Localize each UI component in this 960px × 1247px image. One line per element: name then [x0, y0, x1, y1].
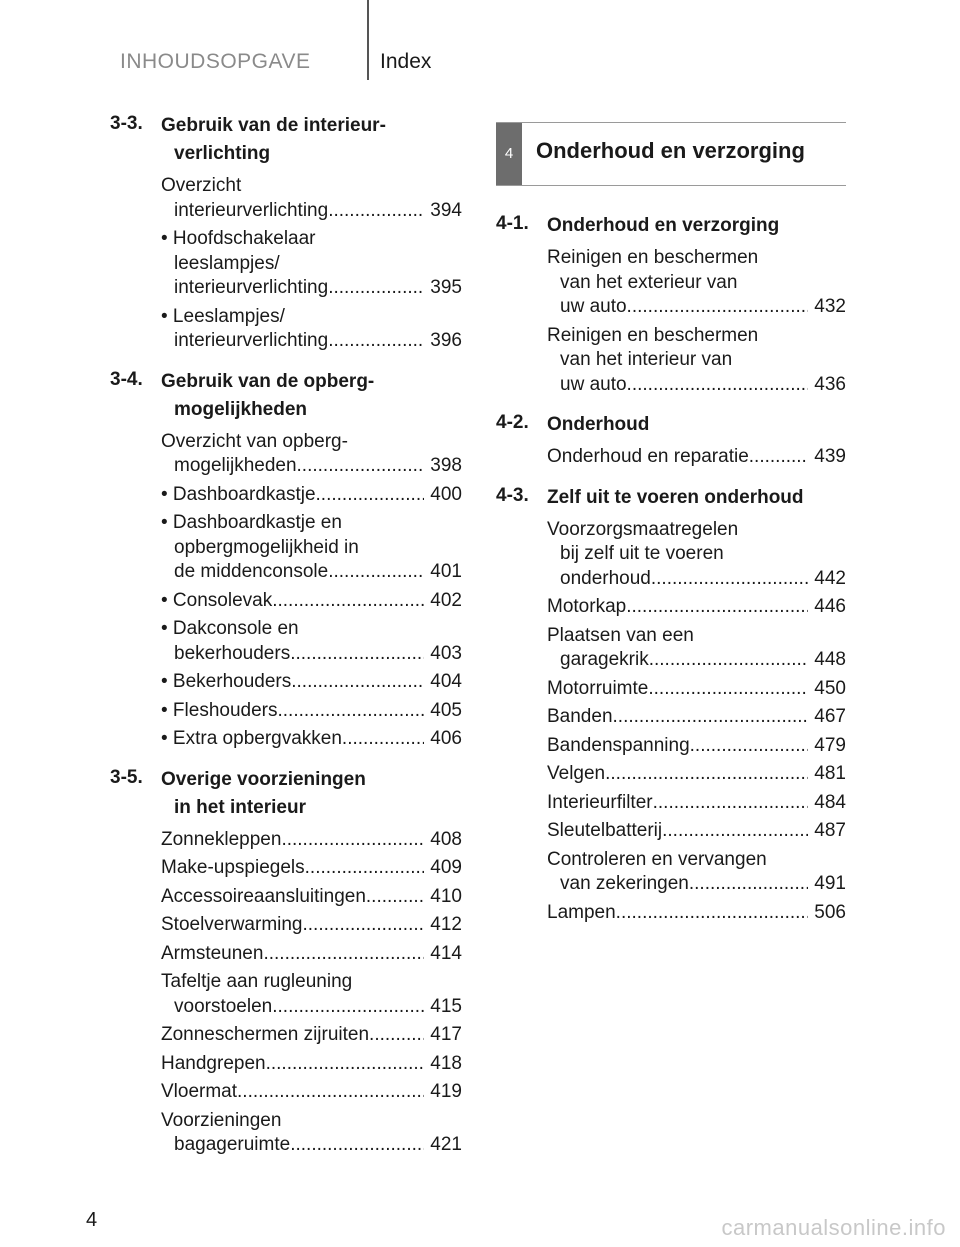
- page-ref[interactable]: 410: [430, 885, 462, 907]
- dot-leader: [328, 199, 424, 224]
- entry-text: Accessoireaansluitingen: [161, 885, 366, 907]
- entry-text: uw auto: [560, 373, 627, 395]
- entry-text: leeslampjes/: [174, 252, 280, 274]
- watermark: carmanualsonline.info: [721, 1215, 946, 1240]
- dot-leader: [278, 699, 425, 724]
- section-title-line: Gebruik van de interieur-: [161, 115, 386, 136]
- dot-leader: [328, 560, 424, 585]
- dot-leader: [303, 913, 425, 938]
- section-title-line: Onderhoud: [547, 414, 650, 435]
- section-number: 4-2.: [496, 412, 529, 433]
- toc-entry[interactable]: [161, 305, 462, 354]
- header-divider: [367, 0, 369, 80]
- entry-text: Overzicht: [161, 175, 242, 196]
- page-ref[interactable]: 439: [814, 446, 846, 467]
- dot-leader: [627, 373, 808, 398]
- page-ref[interactable]: 401: [430, 561, 462, 582]
- entry-text: Interieurfilter: [547, 791, 653, 813]
- toc-entry[interactable]: [161, 1109, 462, 1158]
- section-title-line: Gebruik van de opberg-: [161, 370, 375, 392]
- dot-leader: [648, 677, 808, 702]
- entry-text: van het interieur van: [560, 349, 733, 370]
- section-number: 3-4.: [110, 368, 143, 390]
- entry-text: Zonnekleppen: [161, 828, 282, 850]
- entry-text: Make-upspiegels: [161, 857, 305, 878]
- section-title: [161, 766, 462, 822]
- dot-leader: [328, 276, 424, 301]
- entry-text: bekerhouders: [174, 642, 291, 664]
- toc-entry[interactable]: [547, 595, 846, 620]
- dot-leader: [342, 727, 424, 752]
- entry-text: • Hoofdschakelaar: [161, 228, 316, 249]
- section-number: 4-3.: [496, 484, 529, 506]
- entry-text: Bandenspanning: [547, 734, 690, 756]
- toc-entry[interactable]: [161, 670, 462, 695]
- page-ref[interactable]: 436: [814, 373, 846, 395]
- page-ref[interactable]: 446: [814, 596, 846, 617]
- toc-entry[interactable]: [547, 705, 846, 730]
- toc-entry[interactable]: [547, 324, 846, 398]
- toc-entry[interactable]: [547, 445, 846, 470]
- toc-entry[interactable]: [161, 1080, 462, 1105]
- page-ref[interactable]: 506: [814, 901, 846, 923]
- entry-text: • Dakconsole en: [161, 618, 299, 639]
- entry-text: Motorruimte: [547, 677, 649, 699]
- toc-entry[interactable]: [547, 518, 846, 592]
- entry-text: van het exterieur van: [560, 271, 738, 293]
- section-title-line: mogelijkheden: [174, 398, 308, 420]
- entry-text: Lampen: [547, 901, 616, 923]
- section-heading: [496, 212, 846, 240]
- dot-leader: [272, 589, 424, 614]
- section-title-line: Overige voorzieningen: [161, 768, 366, 790]
- toc-entry[interactable]: [161, 913, 462, 938]
- entry-text: Vloermat: [161, 1081, 238, 1102]
- entry-text: Stoelverwarming: [161, 914, 303, 935]
- page-ref[interactable]: 398: [430, 455, 462, 476]
- right-column-sections: [496, 212, 846, 925]
- entry-text: Zonneschermen zijruiten: [161, 1024, 370, 1045]
- dot-leader: [605, 762, 808, 787]
- section-title: [547, 484, 846, 512]
- dot-leader: [649, 648, 808, 673]
- toc-entry[interactable]: [547, 791, 846, 816]
- toc-entry[interactable]: [161, 970, 462, 1019]
- toc-entry[interactable]: [547, 762, 846, 787]
- entry-text: Armsteunen: [161, 942, 264, 964]
- entry-text: Voorzorgsmaatregelen: [547, 518, 739, 540]
- page-ref[interactable]: 419: [430, 1081, 462, 1102]
- page-ref[interactable]: 479: [814, 734, 846, 756]
- toc-entry[interactable]: [161, 942, 462, 967]
- page-ref[interactable]: 408: [430, 828, 462, 850]
- header: [0, 0, 960, 80]
- entry-text: de middenconsole: [174, 561, 329, 582]
- entry-text: • Fleshouders: [161, 699, 278, 721]
- dot-leader: [281, 828, 424, 853]
- toc-entry[interactable]: [161, 828, 462, 853]
- section-title-line: verlichting: [174, 143, 271, 164]
- page-ref[interactable]: 481: [814, 763, 846, 784]
- page-number: 4: [86, 1209, 98, 1231]
- entry-list: [110, 828, 462, 1158]
- dot-leader: [662, 819, 808, 844]
- entry-text: mogelijkheden: [174, 455, 297, 476]
- chapter-title: Onderhoud en verzorging: [536, 138, 805, 163]
- toc-entry[interactable]: [547, 901, 846, 926]
- dot-leader: [689, 872, 808, 897]
- section-title-line: Zelf uit te voeren onderhoud: [547, 486, 804, 508]
- toc-entry[interactable]: [161, 1052, 462, 1077]
- dot-leader: [272, 995, 424, 1020]
- page-ref[interactable]: 409: [430, 857, 462, 878]
- tab-index[interactable]: Index: [380, 50, 432, 73]
- left-column: [110, 112, 462, 1158]
- toc-entry[interactable]: [161, 617, 462, 666]
- entry-text: interieurverlichting: [174, 199, 329, 221]
- page-ref[interactable]: 404: [430, 671, 462, 692]
- toc-entry[interactable]: [547, 246, 846, 320]
- dot-leader: [613, 705, 808, 730]
- section-title-line: in het interieur: [174, 796, 306, 818]
- entry-text: • Bekerhouders: [161, 671, 292, 692]
- section-heading: [110, 112, 462, 168]
- entry-text: Motorkap: [547, 596, 627, 617]
- section-heading: [496, 411, 846, 439]
- entry-list: [110, 430, 462, 752]
- toc-entry[interactable]: [161, 174, 462, 223]
- toc-entry[interactable]: [547, 819, 846, 844]
- entry-text: opbergmogelijkheid in: [174, 536, 359, 558]
- entry-list: [496, 518, 846, 926]
- entry-text: bagageruimte: [174, 1134, 291, 1155]
- entry-text: • Extra opbergvakken: [161, 728, 342, 749]
- entry-text: garagekrik: [560, 649, 649, 670]
- toc-entry[interactable]: [161, 885, 462, 910]
- entry-text: Onderhoud en reparatie: [547, 446, 749, 467]
- entry-text: interieurverlichting: [174, 330, 329, 351]
- dot-leader: [626, 595, 808, 620]
- page-ref[interactable]: 432: [814, 296, 846, 317]
- page-ref[interactable]: 402: [430, 589, 462, 611]
- page-ref[interactable]: 418: [430, 1052, 462, 1074]
- page-ref[interactable]: 421: [430, 1134, 462, 1155]
- page-ref[interactable]: 487: [814, 820, 846, 841]
- entry-text: • Dashboardkastje: [161, 483, 316, 505]
- right-column: [496, 122, 846, 925]
- entry-list: [496, 246, 846, 397]
- section-title: [161, 112, 462, 168]
- toc-entry[interactable]: [161, 699, 462, 724]
- section-title: [547, 411, 846, 439]
- toc-entry[interactable]: [547, 848, 846, 897]
- dot-leader: [305, 856, 424, 881]
- page-ref[interactable]: 395: [430, 277, 462, 298]
- section-title: [161, 368, 462, 424]
- dot-leader: [616, 901, 808, 926]
- toc-entry[interactable]: [547, 734, 846, 759]
- dot-leader: [291, 670, 424, 695]
- entry-text: bij zelf uit te voeren: [560, 543, 724, 564]
- section-number: 4-1.: [496, 213, 529, 234]
- page-ref[interactable]: 396: [430, 330, 462, 351]
- section-number: 3-5.: [110, 766, 143, 788]
- toc-entry[interactable]: [547, 677, 846, 702]
- entry-text: Overzicht van opberg-: [161, 430, 348, 452]
- page-ref[interactable]: 450: [814, 677, 846, 699]
- page-ref[interactable]: 442: [814, 567, 846, 589]
- toc-entry[interactable]: [161, 589, 462, 614]
- dot-leader: [290, 642, 424, 667]
- section-title: [547, 212, 846, 240]
- entry-text: Velgen: [547, 763, 606, 784]
- dot-leader: [749, 445, 808, 470]
- dot-leader: [651, 567, 808, 592]
- page-ref[interactable]: 405: [430, 699, 462, 721]
- page-ref[interactable]: 491: [814, 873, 846, 894]
- entry-text: uw auto: [560, 296, 627, 317]
- page-ref[interactable]: 394: [430, 199, 462, 221]
- entry-text: Banden: [547, 706, 613, 727]
- dot-leader: [653, 791, 808, 816]
- section-heading: [110, 766, 462, 822]
- page-ref[interactable]: 406: [430, 728, 462, 749]
- entry-text: • Consolevak: [161, 589, 273, 611]
- dot-leader: [297, 454, 424, 479]
- entry-text: Reinigen en beschermen: [547, 247, 759, 268]
- entry-text: van zekeringen: [560, 873, 689, 894]
- dot-leader: [237, 1080, 424, 1105]
- dot-leader: [369, 1023, 424, 1048]
- dot-leader: [266, 1052, 424, 1077]
- dot-leader: [290, 1133, 424, 1158]
- page-ref[interactable]: 417: [430, 1024, 462, 1045]
- entry-text: Tafeltje aan rugleuning: [161, 971, 353, 992]
- page-ref[interactable]: 415: [430, 995, 462, 1017]
- toc-entry[interactable]: [161, 856, 462, 881]
- toc-entry[interactable]: [161, 430, 462, 479]
- page-ref[interactable]: 484: [814, 791, 846, 813]
- chapter-number-tab[interactable]: 4: [496, 123, 522, 185]
- entry-text: • Leeslampjes/: [161, 305, 285, 327]
- entry-text: onderhoud: [560, 567, 651, 589]
- toc-entry[interactable]: [161, 1023, 462, 1048]
- dot-leader: [328, 329, 424, 354]
- entry-text: • Dashboardkastje en: [161, 512, 342, 533]
- entry-text: Plaatsen van een: [547, 624, 694, 646]
- entry-text: Controleren en vervangen: [547, 848, 767, 870]
- entry-text: voorstoelen: [174, 995, 273, 1017]
- entry-list: [496, 445, 846, 470]
- toc-entry[interactable]: [547, 624, 846, 673]
- toc-entry[interactable]: [161, 227, 462, 301]
- section-title-line: Onderhoud en verzorging: [547, 215, 780, 236]
- page-ref[interactable]: 448: [814, 649, 846, 670]
- page-ref[interactable]: 414: [430, 942, 462, 964]
- entry-text: Handgrepen: [161, 1052, 266, 1074]
- entry-list: [110, 174, 462, 354]
- entry-text: Sleutelbatterij: [547, 820, 663, 841]
- tab-table-of-contents[interactable]: INHOUDSOPGAVE: [120, 50, 311, 73]
- toc-entry[interactable]: [161, 483, 462, 508]
- toc-entry[interactable]: [161, 727, 462, 752]
- entry-text: Voorzieningen: [161, 1109, 282, 1131]
- section-heading: [496, 484, 846, 512]
- dot-leader: [263, 942, 424, 967]
- dot-leader: [627, 295, 808, 320]
- entry-text: interieurverlichting: [174, 277, 329, 298]
- chapter-header: [496, 122, 846, 186]
- section-heading: [110, 368, 462, 424]
- dot-leader: [316, 483, 424, 508]
- page-ref[interactable]: 467: [814, 706, 846, 727]
- toc-entry[interactable]: [161, 511, 462, 585]
- dot-leader: [690, 734, 808, 759]
- page-ref[interactable]: 403: [430, 642, 462, 664]
- dot-leader: [366, 885, 424, 910]
- entry-text: Reinigen en beschermen: [547, 324, 759, 346]
- page-ref[interactable]: 400: [430, 483, 462, 505]
- section-number: 3-3.: [110, 113, 143, 134]
- page-ref[interactable]: 412: [430, 914, 462, 935]
